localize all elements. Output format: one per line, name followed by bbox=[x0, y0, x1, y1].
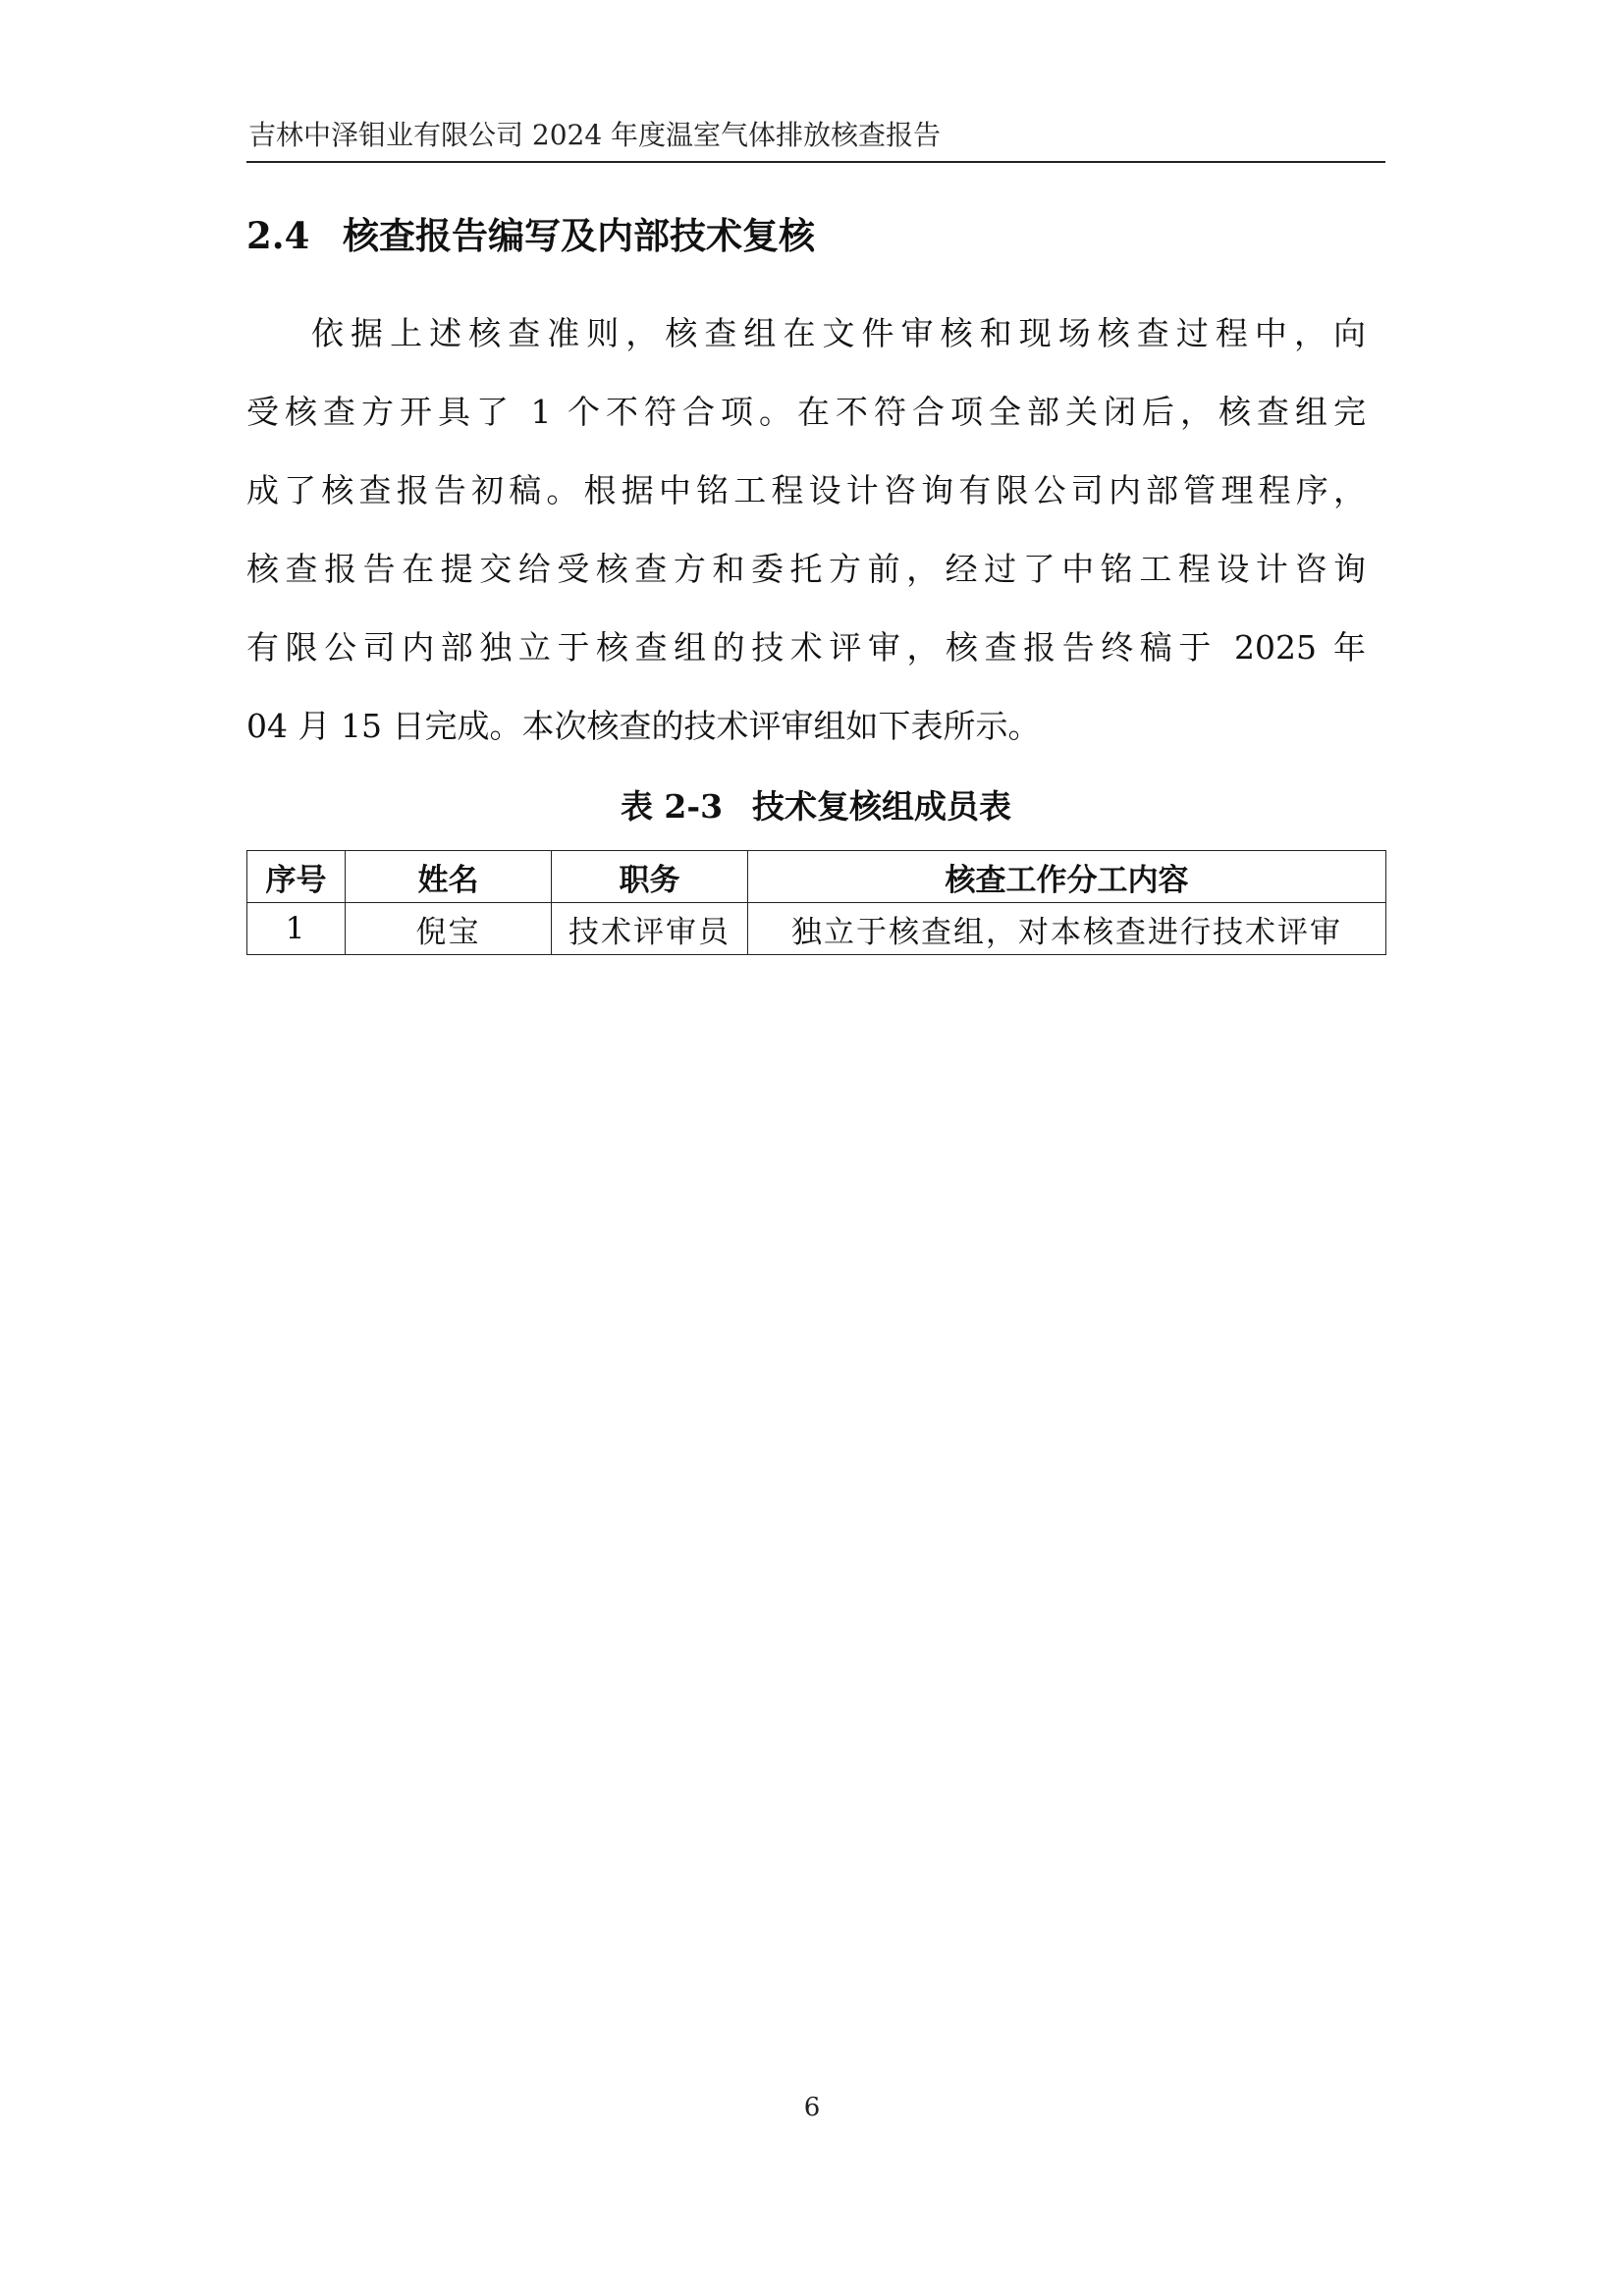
paragraph-line: 核查报告在提交给受核查方和委托方前，经过了中铭工程设计咨询 bbox=[246, 550, 1366, 588]
section-title: 核查报告编写及内部技术复核 bbox=[343, 214, 815, 257]
column-header-position: 职务 bbox=[552, 851, 748, 903]
page-header bbox=[246, 118, 1385, 163]
table-row bbox=[247, 903, 1386, 955]
paragraph-line: 04 月 15 日完成。本次核查的技术评审组如下表所示。 bbox=[246, 707, 1041, 745]
report-header-title: 吉林中泽钼业有限公司 2024 年度温室气体排放核查报告 bbox=[248, 119, 942, 151]
table-header-row bbox=[247, 851, 1386, 903]
column-header-name: 姓名 bbox=[346, 851, 552, 903]
paragraph-line: 有限公司内部独立于核查组的技术评审，核查报告终稿于 2025 年 bbox=[246, 628, 1366, 667]
page-number: 6 bbox=[803, 2093, 821, 2122]
cell-index: 1 bbox=[247, 903, 346, 955]
table-caption-number: 表 2-3 bbox=[620, 787, 724, 826]
column-header-index: 序号 bbox=[247, 851, 346, 903]
table-caption bbox=[246, 785, 1385, 828]
paragraph-line: 受核查方开具了 1 个不符合项。在不符合项全部关闭后，核查组完 bbox=[246, 393, 1366, 431]
paragraph-line: 依据上述核查准则，核查组在文件审核和现场核查过程中，向 bbox=[311, 314, 1366, 352]
cell-name: 倪宝 bbox=[346, 903, 552, 955]
section-number: 2.4 bbox=[246, 214, 310, 257]
column-header-duties: 核查工作分工内容 bbox=[748, 851, 1386, 903]
review-team-table bbox=[246, 850, 1386, 955]
cell-duties: 独立于核查组，对本核查进行技术评审 bbox=[748, 903, 1386, 955]
table-caption-title: 技术复核组成员表 bbox=[752, 787, 1012, 826]
cell-position: 技术评审员 bbox=[552, 903, 748, 955]
section-heading bbox=[246, 211, 815, 260]
paragraph-line: 成了核查报告初稿。根据中铭工程设计咨询有限公司内部管理程序， bbox=[246, 471, 1366, 509]
body-paragraph bbox=[246, 294, 1366, 766]
